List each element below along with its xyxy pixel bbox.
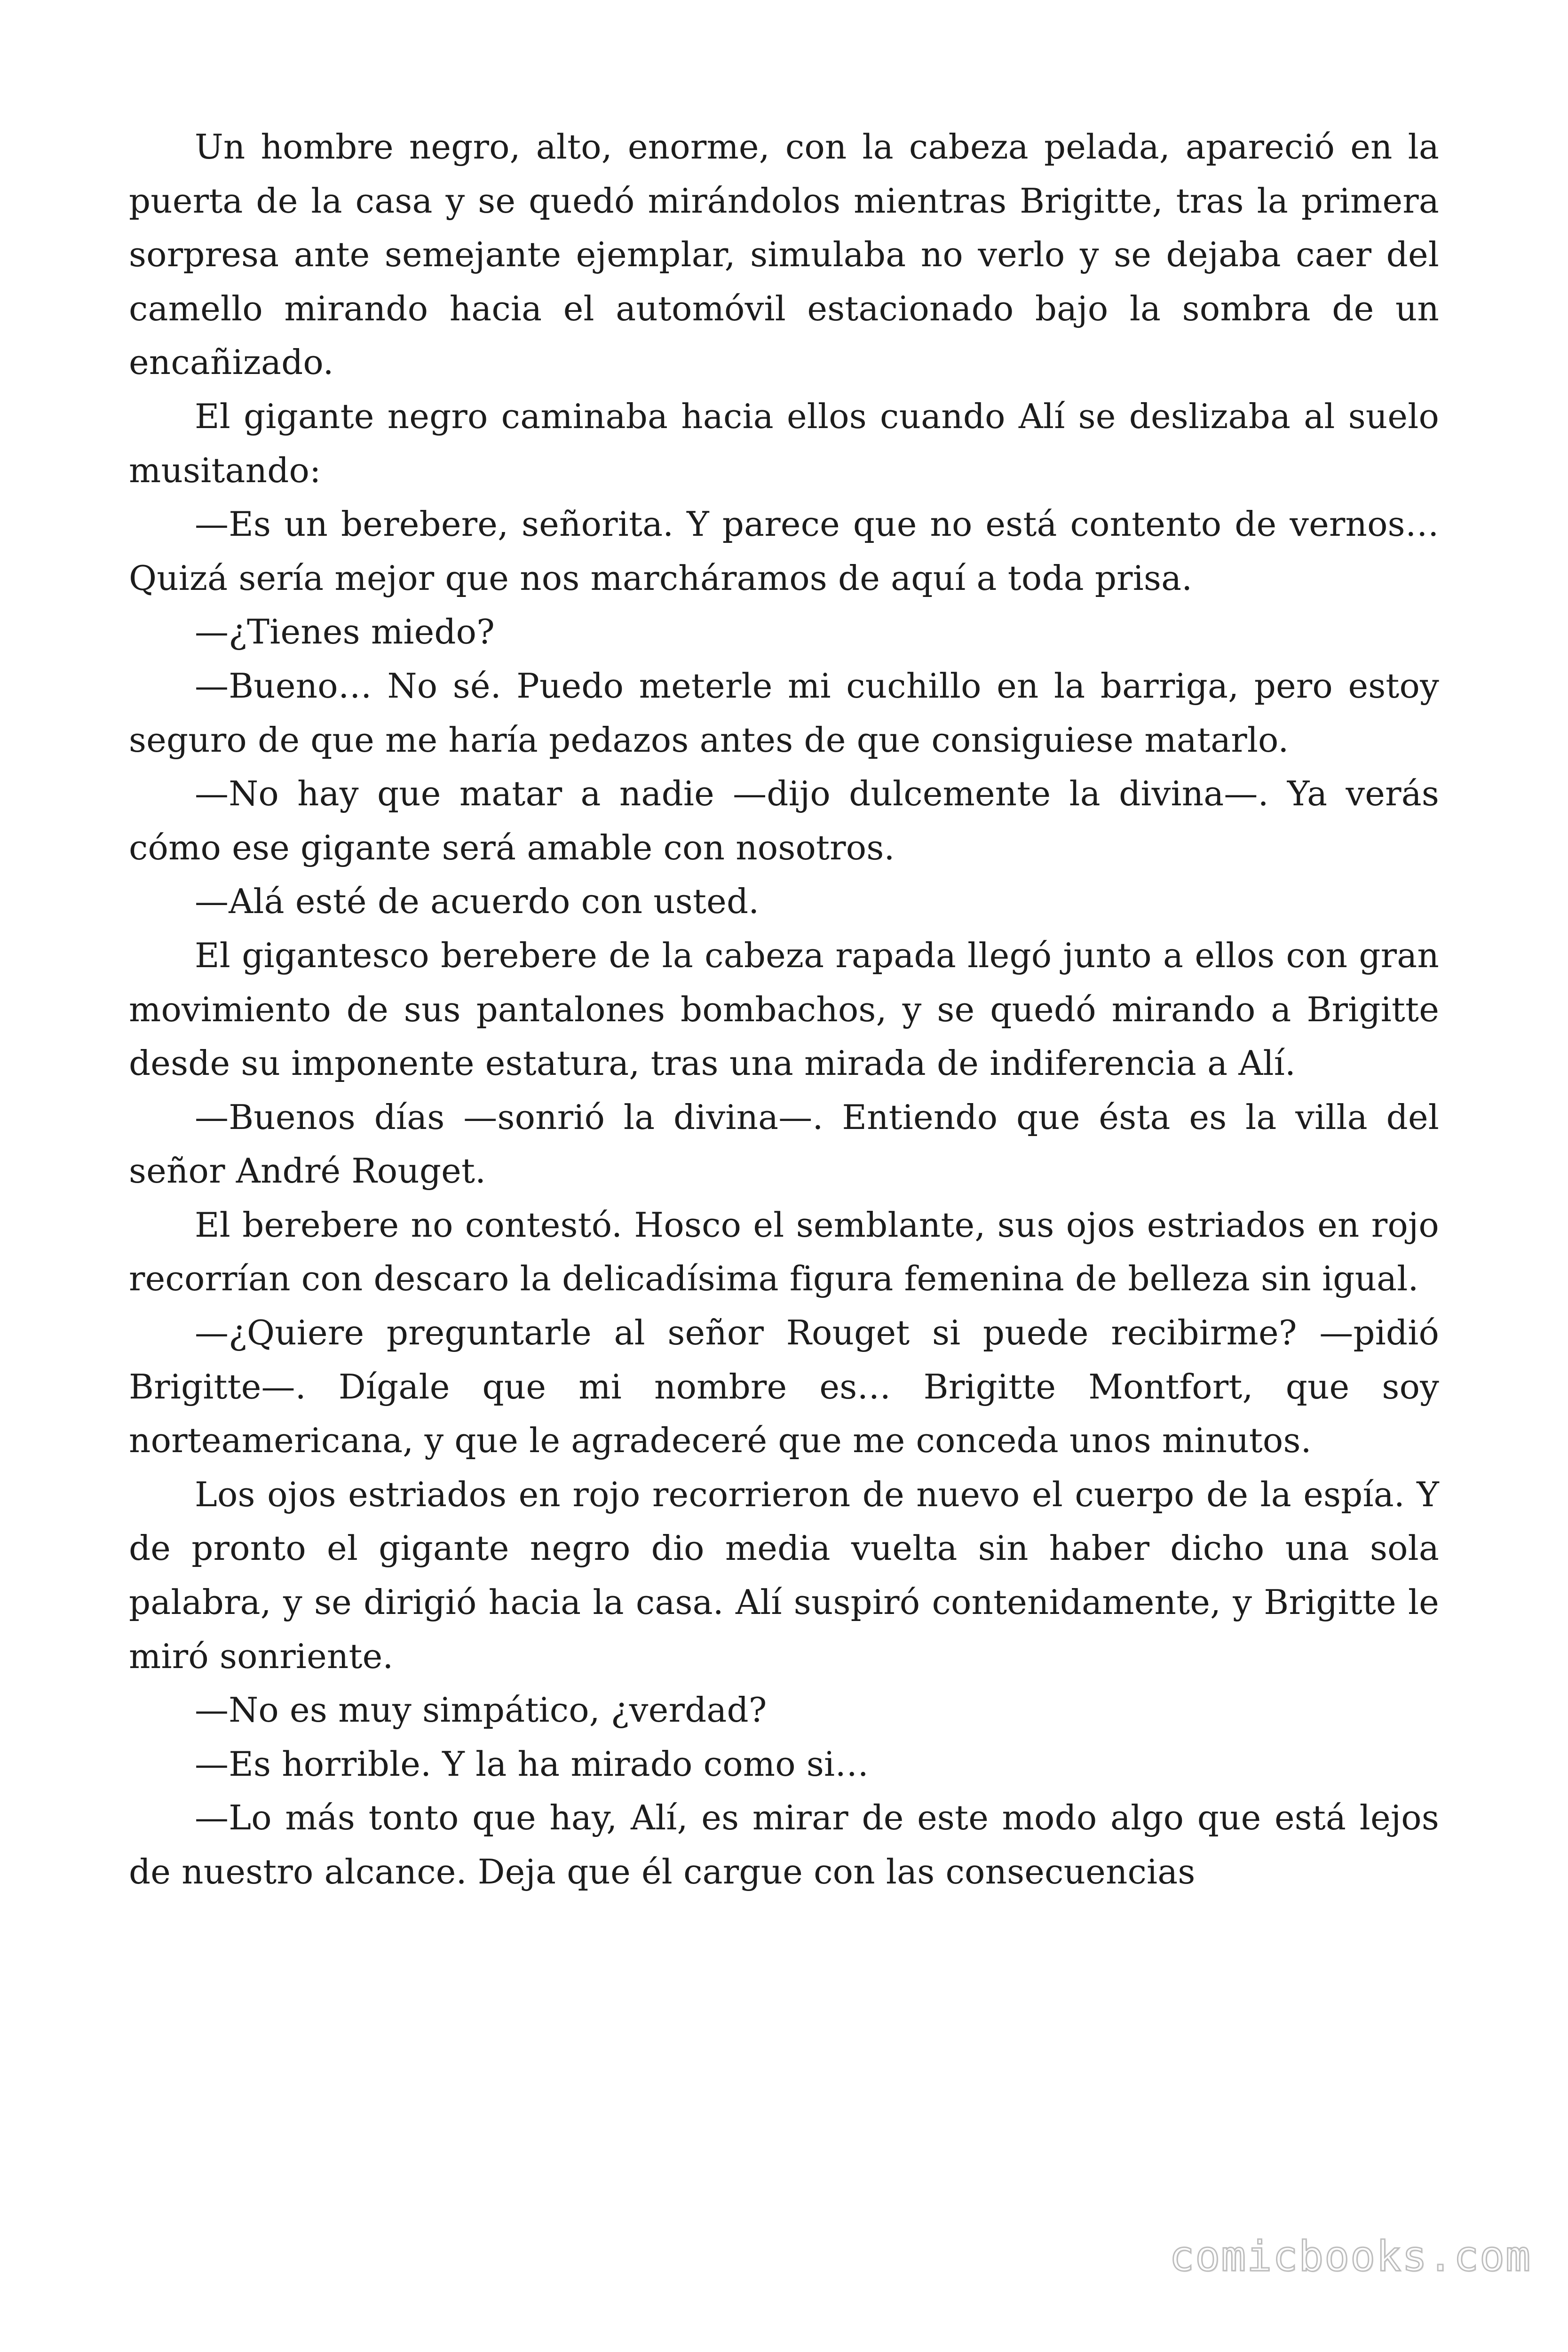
paragraph-12: Los ojos estriados en rojo recorrieron de nuevo el cuerpo de la espía. Y de pronto el gigante negro dio media vuelta sin haber dicho una sola palabra, y se dirigió hacia la casa. Alí suspiró contenidamente, y Brigitte le miró sonriente. — [129, 1474, 1439, 1676]
paragraph-9: —Buenos días —sonrió la divina—. Entiendo que ésta es la villa del señor André Rouget. — [129, 1097, 1439, 1191]
paragraph-14: —Es horrible. Y la ha mirado como si… — [195, 1744, 869, 1784]
paragraph-3: —Es un berebere, señorita. Y parece que no está contento de vernos… Quizá sería mejor que nos marcháramos de aquí a toda prisa. — [129, 504, 1439, 598]
paragraph-6: —No hay que matar a nadie —dijo dulcemente la divina—. Ya verás cómo ese gigante será amable con nosotros. — [129, 774, 1439, 867]
paragraph-10: El berebere no contestó. Hosco el semblante, sus ojos estriados en rojo recorrían con descaro la delicadísima figura femenina de belleza sin igual. — [129, 1205, 1439, 1299]
paragraph-5: —Bueno… No sé. Puedo meterle mi cuchillo en la barriga, pero estoy seguro de que me haría pedazos antes de que consiguiese matarlo. — [129, 666, 1439, 760]
paragraph-2: El gigante negro caminaba hacia ellos cuando Alí se deslizaba al suelo musitando: — [129, 396, 1439, 490]
paragraph-11: —¿Quiere preguntarle al señor Rouget si puede recibirme? —pidió Brigitte—. Dígale que mi nombre es… Brigitte Montfort, que soy norteamericana, y que le agradeceré que me conceda unos minutos. — [129, 1313, 1439, 1461]
paragraph-13: —No es muy simpático, ¿verdad? — [195, 1690, 767, 1730]
page-text — [129, 120, 1439, 1899]
paragraph-1: Un hombre negro, alto, enorme, con la cabeza pelada, apareció en la puerta de la casa y se quedó mirándolos mientras Brigitte, tras la primera sorpresa ante semejante ejemplar, simulaba no verlo y se dejaba caer del camello mirando hacia el automóvil estacionado bajo la sombra de un encañizado. — [129, 127, 1439, 382]
paragraph-15: —Lo más tonto que hay, Alí, es mirar de este modo algo que está lejos de nuestro alcance. Deja que él cargue con las consecuencias — [129, 1798, 1439, 1891]
paragraph-8: El gigantesco berebere de la cabeza rapada llegó junto a ellos con gran movimiento de sus pantalones bombachos, y se quedó mirando a Brigitte desde su imponente estatura, tras una mirada de indiferencia a Alí. — [129, 935, 1439, 1083]
watermark: comicbooks.com — [1169, 2232, 1531, 2280]
paragraph-7: —Alá esté de acuerdo con usted. — [195, 882, 760, 922]
paragraph-4: —¿Tienes miedo? — [195, 612, 495, 652]
